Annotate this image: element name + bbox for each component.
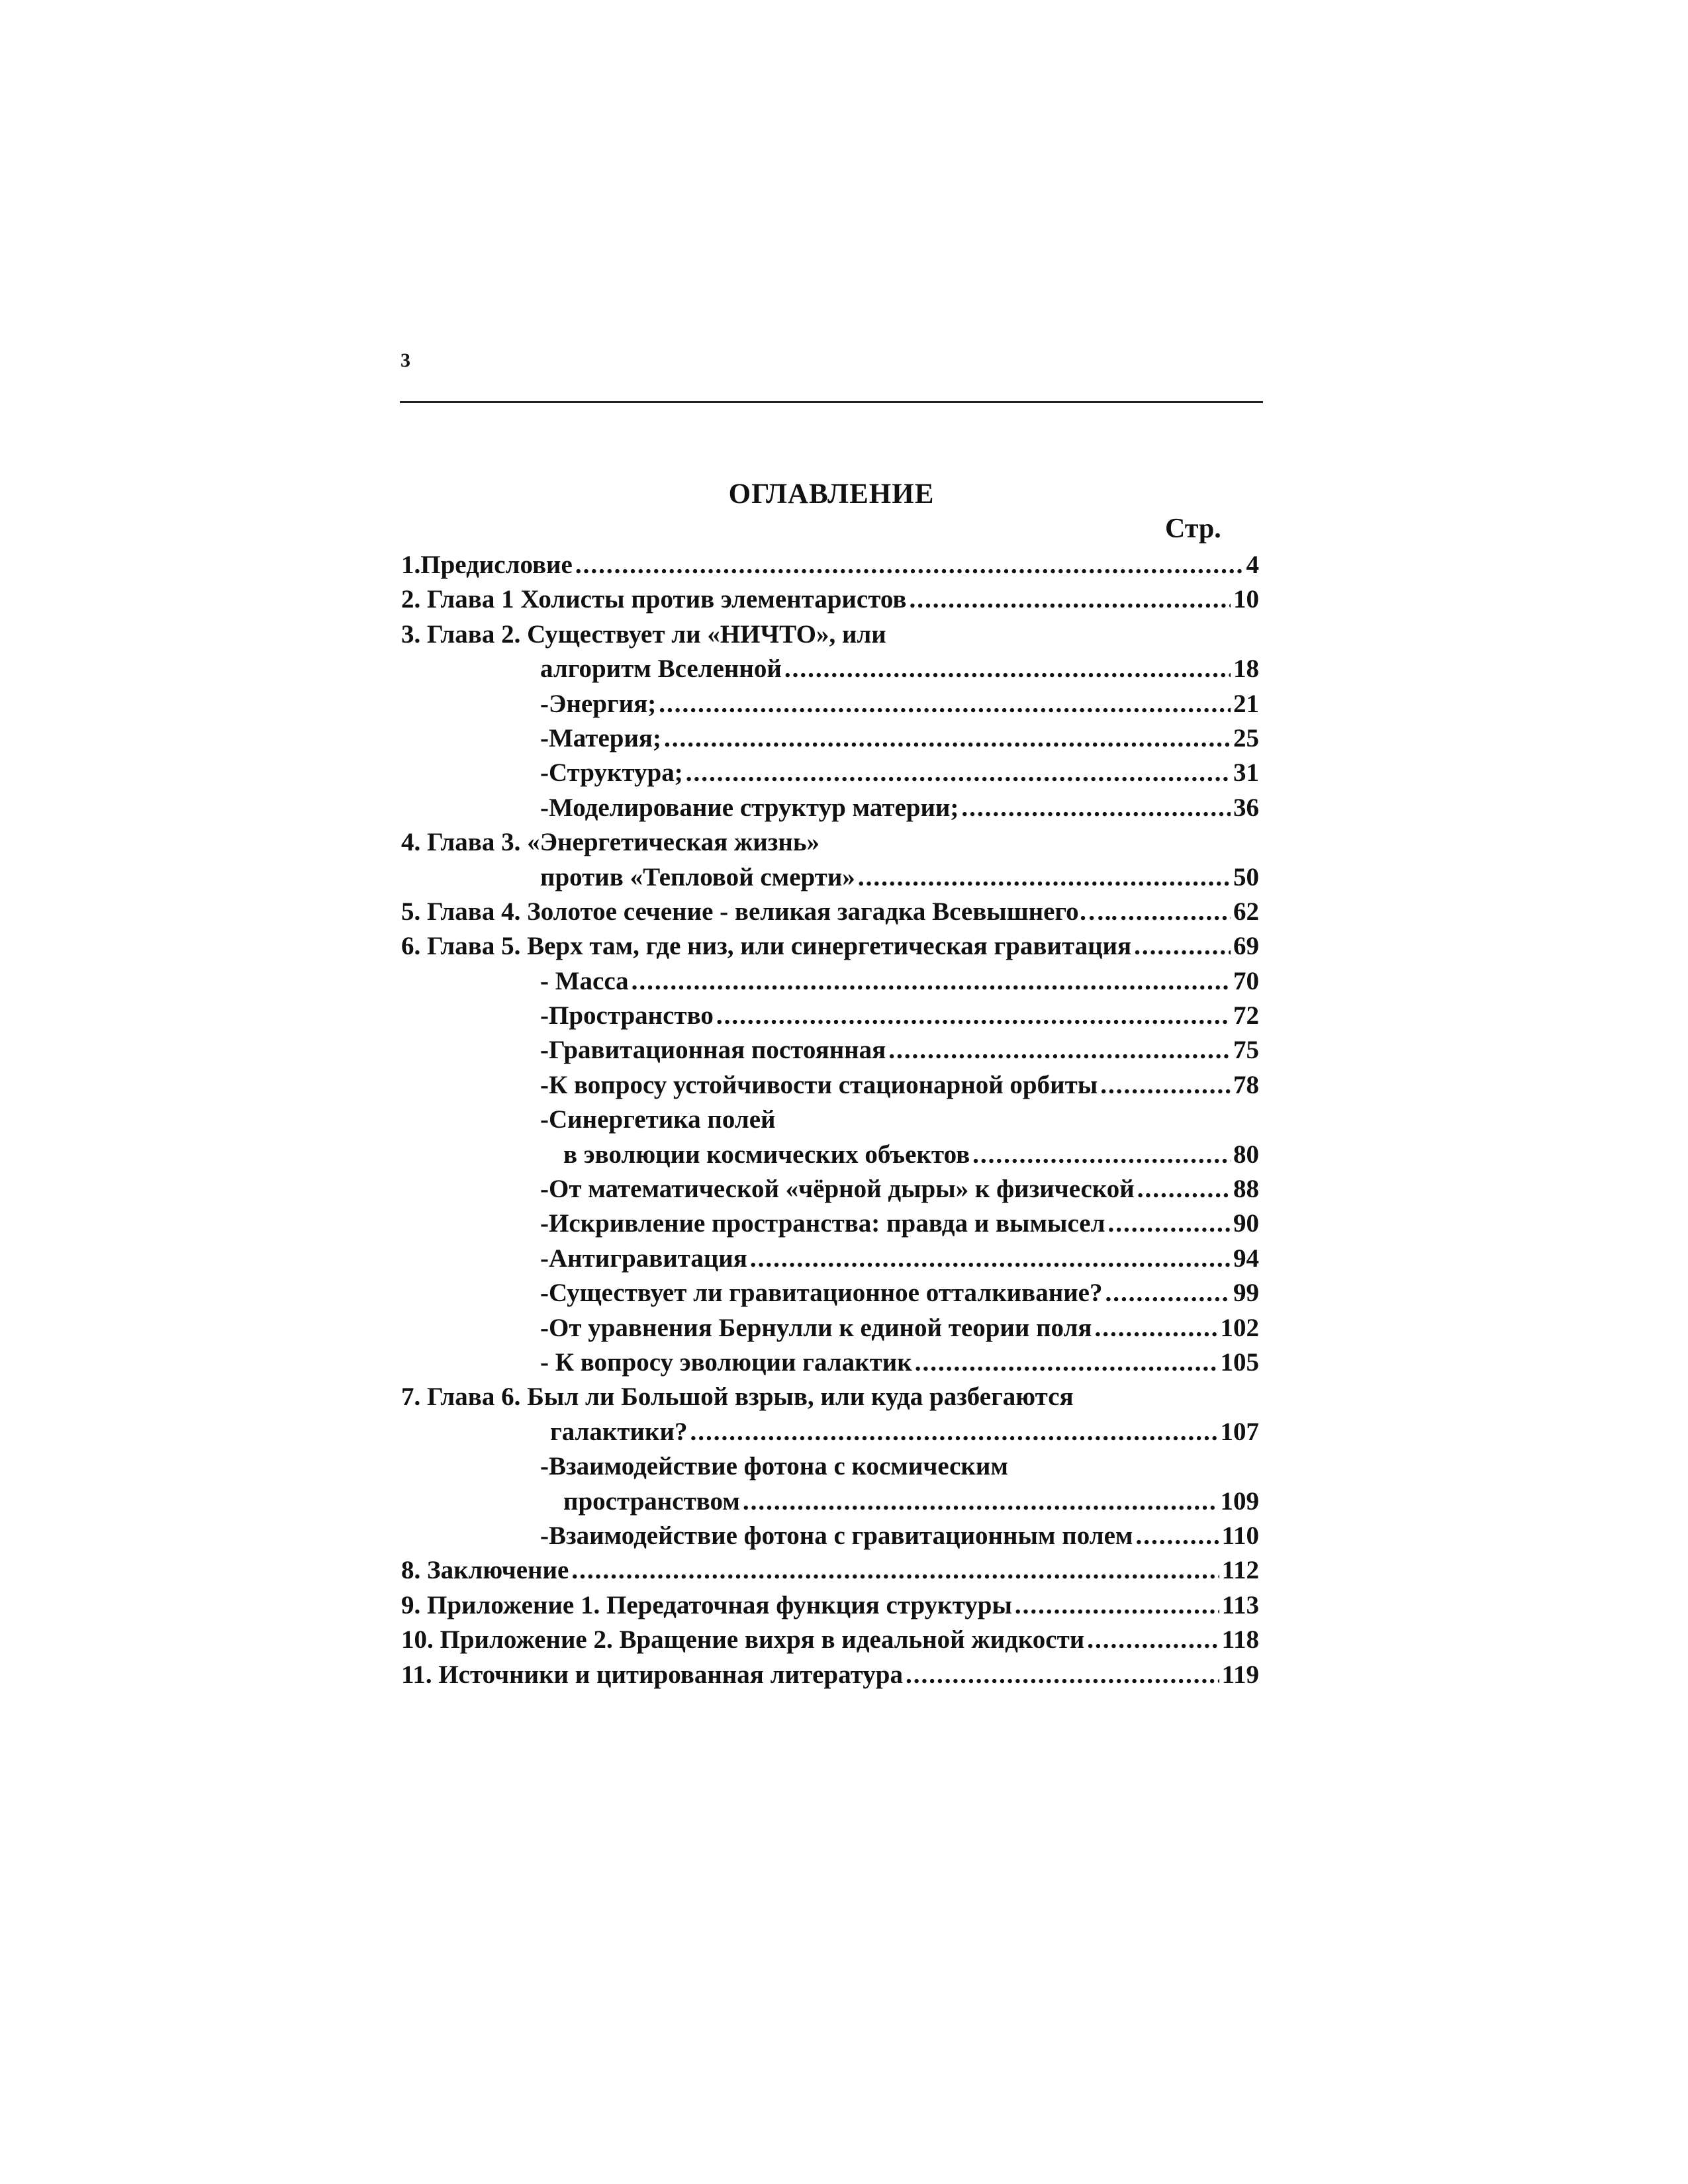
toc-entry <box>401 1345 1259 1380</box>
toc-dot-leader <box>1087 1623 1219 1657</box>
toc-entry-title: -От математической «чёрной дыры» к физической <box>540 1175 1135 1204</box>
toc-entry <box>401 1068 1259 1103</box>
toc-dot-leader <box>1120 895 1231 929</box>
toc-entry-title: - К вопросу эволюции галактик <box>540 1347 912 1377</box>
toc-entry-title: 9. Приложение 1. Передаточная функция структуры <box>401 1590 1012 1619</box>
toc-dot-leader <box>961 791 1231 825</box>
toc-entry-page: 110 <box>1221 1521 1259 1550</box>
toc-entry <box>401 687 1259 721</box>
toc-entry-title: -Моделирование структур материи; <box>540 793 959 822</box>
toc-entry-page: 99 <box>1233 1279 1259 1308</box>
toc-entry <box>401 548 1259 582</box>
toc-entry-page: 102 <box>1220 1313 1259 1342</box>
toc-entry-title: 7. Глава 6. Был ли Большой взрыв, или куда разбегаются <box>401 1383 1074 1412</box>
toc-dot-leader <box>1135 1519 1219 1553</box>
toc-entry <box>401 756 1259 790</box>
toc-dot-leader <box>1105 1276 1231 1310</box>
toc-dot-leader <box>1134 929 1231 964</box>
toc-entry-page: 75 <box>1233 1036 1259 1065</box>
toc-entry-title: -К вопросу устойчивости стационарной орбиты <box>540 1070 1098 1099</box>
toc-dot-leader <box>743 1484 1218 1519</box>
toc-dot-leader <box>632 964 1231 999</box>
toc-entry-page: 10 <box>1233 585 1259 614</box>
toc-entry-title: против «Тепловой смерти» <box>540 862 855 891</box>
toc-dot-leader <box>716 999 1231 1033</box>
toc-entry-page: 62 <box>1233 897 1259 926</box>
toc-entry <box>401 1206 1259 1241</box>
toc-entry <box>401 964 1259 999</box>
toc-entry <box>401 1242 1259 1276</box>
toc-dot-leader <box>1095 1311 1218 1345</box>
toc-entry-title: -Существует ли гравитационное отталкивание? <box>540 1279 1103 1308</box>
toc-entry-title: -Материя; <box>540 723 662 752</box>
toc-entry-title: -Искривление пространства: правда и вымысел <box>540 1209 1105 1238</box>
toc-entry <box>401 791 1259 825</box>
toc-entry <box>401 1588 1259 1623</box>
page-title: ОГЛАВЛЕНИЕ <box>728 478 935 510</box>
toc-dot-leader <box>1108 1206 1231 1241</box>
toc-entry-title: 10. Приложение 2. Вращение вихря в идеальной жидкости <box>401 1625 1085 1655</box>
toc-entry-title: -Структура; <box>540 758 683 788</box>
toc-entry-title: в эволюции космических объектов <box>563 1140 970 1169</box>
toc-entry-page: 4 <box>1246 551 1259 579</box>
toc-dot-leader <box>906 1658 1219 1692</box>
toc-entry <box>401 895 1259 929</box>
toc-entry <box>401 1519 1259 1553</box>
toc-entry-page: 78 <box>1233 1070 1259 1099</box>
toc-entry-page: 25 <box>1233 723 1259 752</box>
toc-entry <box>401 1276 1259 1310</box>
toc-entry-title: 6. Глава 5. Верх там, где низ, или синергетическая гравитация <box>401 932 1132 961</box>
toc-dot-leader <box>690 1415 1217 1449</box>
toc-entry <box>401 860 1259 895</box>
toc-entry-title: -Гравитационная постоянная <box>540 1036 886 1065</box>
toc-entry-title: -Взаимодействие фотона с космическим <box>540 1452 1008 1481</box>
toc-dot-leader <box>972 1138 1231 1172</box>
toc-entry <box>401 652 1259 686</box>
toc-entry-page: 113 <box>1221 1590 1259 1619</box>
toc-entry-page: 70 <box>1233 966 1259 995</box>
toc-entry <box>401 1380 1259 1414</box>
toc-entry <box>401 825 1259 860</box>
toc-dot-leader <box>1100 1068 1231 1103</box>
toc-entry <box>401 1138 1259 1172</box>
toc-entry-page: 119 <box>1221 1660 1259 1689</box>
toc-entry <box>401 1103 1259 1137</box>
toc-entry-title: - Масса <box>540 966 629 995</box>
toc-dot-leader <box>686 756 1231 790</box>
toc-entry-title: алгоритм Вселенной <box>540 655 782 684</box>
toc-entry-page: 50 <box>1233 862 1259 891</box>
toc-dot-leader <box>1137 1172 1231 1206</box>
toc-entry <box>401 1484 1259 1519</box>
toc-entry-page: 107 <box>1220 1417 1259 1446</box>
header-rule <box>400 401 1263 403</box>
toc-dot-leader <box>915 1345 1218 1380</box>
toc-entry-title: 2. Глава 1 Холисты против элементаристов <box>401 585 907 614</box>
toc-entry <box>401 1553 1259 1588</box>
toc-entry-title: -Антигравитация <box>540 1244 747 1273</box>
toc-entry-page: 80 <box>1233 1140 1259 1169</box>
page-column-label: Стр. <box>1165 514 1221 544</box>
toc-entry-title: пространством <box>563 1486 740 1516</box>
toc-entry <box>401 617 1259 652</box>
toc-entry-title: 8. Заключение <box>401 1556 569 1585</box>
toc-dot-leader <box>858 860 1231 895</box>
toc-entry <box>401 1033 1259 1068</box>
toc-entry-title: -Синергетика полей <box>540 1105 776 1134</box>
toc-entry-page: 31 <box>1233 758 1259 788</box>
toc-entry-page: 21 <box>1233 689 1259 718</box>
toc-entry <box>401 1658 1259 1692</box>
toc-dot-leader <box>659 687 1231 721</box>
toc-entry <box>401 929 1259 964</box>
toc-entry <box>401 1623 1259 1657</box>
toc-entry-title: 11. Источники и цитированная литература <box>401 1660 903 1689</box>
toc-entry-page: 105 <box>1220 1347 1259 1377</box>
toc-entry <box>401 582 1259 617</box>
toc-dot-leader <box>888 1033 1231 1068</box>
toc-entry-title: -Взаимодействие фотона с гравитационным полем <box>540 1521 1133 1550</box>
toc-entry-page: 72 <box>1233 1001 1259 1030</box>
toc-entry-page: 109 <box>1220 1486 1259 1516</box>
toc-entry-page: 112 <box>1221 1556 1259 1585</box>
toc-entry <box>401 999 1259 1033</box>
toc-entry <box>401 1311 1259 1345</box>
page-number: 3 <box>400 349 410 371</box>
toc-entry-title: 4. Глава 3. «Энергетическая жизнь» <box>401 828 820 857</box>
toc-entry <box>401 1172 1259 1206</box>
toc-dot-leader <box>664 721 1231 756</box>
toc-entry-title: 3. Глава 2. Существует ли «НИЧТО», или <box>401 619 886 649</box>
toc-entry-title: 1.Предисловие <box>401 551 573 579</box>
toc-entry-page: 118 <box>1221 1625 1259 1655</box>
toc-entry <box>401 721 1259 756</box>
toc-dot-leader <box>750 1242 1231 1276</box>
toc-entry-title: галактики? <box>550 1417 688 1446</box>
toc-entry-page: 90 <box>1233 1209 1259 1238</box>
toc-entry-page: 69 <box>1233 932 1259 961</box>
toc-entry <box>401 1449 1259 1484</box>
toc-entry-title: 5. Глава 4. Золотое сечение - великая загадка Всевышнего….. <box>401 897 1118 926</box>
toc-dot-leader <box>575 548 1244 582</box>
toc-entry-page: 36 <box>1233 793 1259 822</box>
toc-entry-page: 18 <box>1233 655 1259 684</box>
toc-dot-leader <box>1015 1588 1219 1623</box>
toc-entry-title: -Энергия; <box>540 689 657 718</box>
toc-dot-leader <box>571 1553 1219 1588</box>
toc-entry-page: 88 <box>1233 1175 1259 1204</box>
toc-entry-title: -От уравнения Бернулли к единой теории поля <box>540 1313 1092 1342</box>
toc-entry-page: 94 <box>1233 1244 1259 1273</box>
toc-entry <box>401 1415 1259 1449</box>
toc-entry-title: -Пространство <box>540 1001 714 1030</box>
toc-dot-leader <box>784 652 1231 686</box>
table-of-contents <box>401 548 1259 1692</box>
toc-dot-leader <box>909 582 1231 617</box>
